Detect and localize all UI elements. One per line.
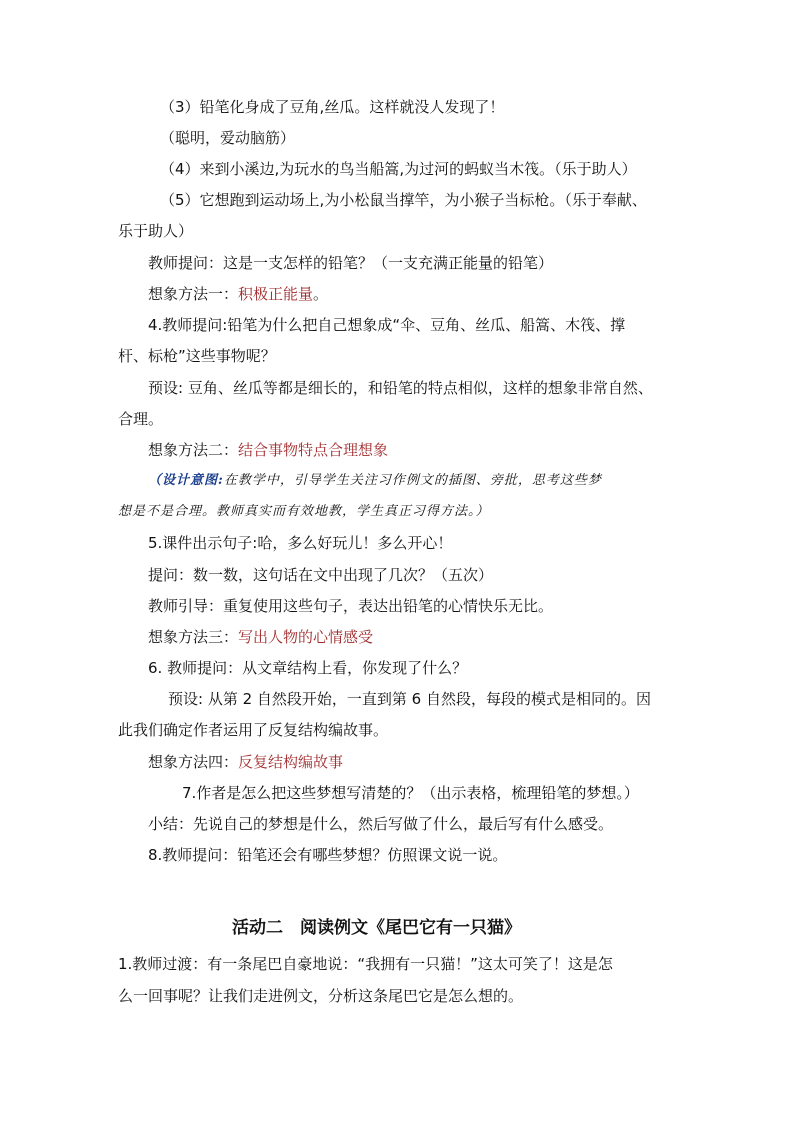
text-line: 此我们确定作者运用了反复结构编故事。: [118, 721, 389, 739]
text-line: 5.课件出示句子:哈，多么好玩儿！多么开心！: [148, 534, 453, 552]
text-line: 4.教师提问:铅笔为什么把自己想象成“伞、豆角、丝瓜、船篙、木筏、撑: [148, 316, 626, 334]
text-line: 合理。: [118, 410, 164, 428]
method-four-highlight: 反复结构编故事: [238, 753, 344, 771]
method-label: 想象方法一：: [148, 285, 239, 303]
text-line: 么一回事呢？让我们走进例文，分析这条尾巴它是怎么想的。: [118, 987, 524, 1005]
method-suffix: 。: [313, 285, 329, 303]
text-line: 教师引导：重复使用这些句子，表达出铅笔的心情快乐无比。: [148, 597, 554, 615]
design-intent-text: 在教学中，引导学生关注习作例文的插图、旁批，思考这些梦: [223, 473, 602, 488]
design-intent-line-2: 想是不是合理。教师真实而有效地教，学生真正习得方法。）: [118, 504, 490, 519]
text-line: 7.作者是怎么把这些梦想写清楚的？（出示表格，梳理铅笔的梦想。）: [182, 784, 639, 802]
design-intent-title: （设计意图:: [148, 473, 224, 488]
method-two-highlight: 结合事物特点合理想象: [238, 441, 389, 459]
text-line: 小结：先说自己的梦想是什么，然后写做了什么，最后写有什么感受。: [148, 815, 614, 833]
text-line: 提问：数一数，这句话在文中出现了几次？（五次）: [148, 566, 494, 584]
text-line: （聪明，爱动脑筋）: [160, 129, 296, 147]
method-label: 想象方法四：: [148, 753, 239, 771]
method-four-line: [148, 752, 343, 772]
text-line: 预设: 豆角、丝瓜等都是细长的，和铅笔的特点相似，这样的想象非常自然、: [148, 379, 653, 397]
method-one-highlight: 积极正能量: [238, 285, 314, 303]
method-three-line: [148, 627, 373, 647]
text-line: （5）它想跑到运动场上,为小松鼠当撑竿，为小猴子当标枪。（乐于奉献、: [160, 191, 647, 209]
text-line: 教师提问：这是一支怎样的铅笔？（一支充满正能量的铅笔）: [148, 254, 554, 272]
text-line: 预设: 从第 2 自然段开始，一直到第 6 自然段，每段的模式是相同的。因: [168, 690, 651, 708]
method-label: 想象方法三：: [148, 628, 239, 646]
text-line: 乐于助人）: [118, 222, 194, 240]
method-label: 想象方法二：: [148, 441, 239, 459]
design-intent-line-1: [148, 471, 602, 491]
text-line: （4）来到小溪边,为玩水的鸟当船篙,为过河的蚂蚁当木筏。（乐于助人）: [160, 160, 637, 178]
section-heading: 活动二 阅读例文《尾巴它有一只猫》: [232, 918, 521, 938]
text-line: 1.教师过渡：有一条尾巴自豪地说：“我拥有一只猫！”这太可笑了！这是怎: [118, 955, 613, 973]
method-one-line: [148, 284, 328, 304]
method-two-line: [148, 440, 388, 460]
method-three-highlight: 写出人物的心情感受: [238, 628, 374, 646]
text-line: 6. 教师提问：从文章结构上看，你发现了什么？: [148, 659, 468, 677]
text-line: 杆、标枪”这些事物呢？: [118, 347, 276, 365]
text-line: 8.教师提问：铅笔还会有哪些梦想？仿照课文说一说。: [148, 846, 508, 864]
text-line: （3）铅笔化身成了豆角,丝瓜。这样就没人发现了！: [160, 98, 505, 116]
